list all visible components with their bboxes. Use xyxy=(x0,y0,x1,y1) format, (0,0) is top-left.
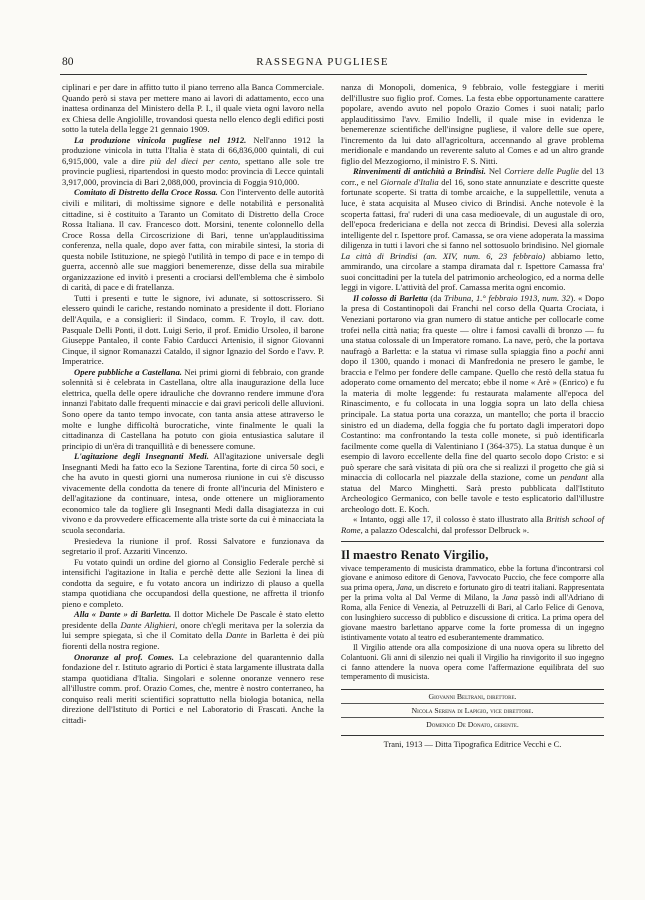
left-column xyxy=(62,82,324,725)
paragraph-croce-rossa-elezioni: Tutti i presenti e tutte le signore, ivi adunate, si sottoscrissero. Si elessero quindi le cariche, restando nominato a presidente il dott. Floriano dell'Aquila, e a consiglieri: il Sindaco, comm. F. Troylo, il cav. dott. Pasquale Delli Ponti, il dott. Luigi Serio, il prof. Emidio Ursoleo, il barone Giuseppe Pantaleo, il conte Fabio Carducci Artenisio, il signor Giovanni Cinque, il signor Romanazzi Cataldo, il signor Ignazio del Sordo e l'avv. P. Imperatrice. xyxy=(62,292,324,367)
article-title: Alla « Dante » di Barletta. xyxy=(74,609,172,620)
right-column xyxy=(341,82,604,751)
article-insegnanti-medi: L'agitazione degli Insegnanti Medi. All'agitazione universale degli Insegnanti Medi ha fatto eco la Sezione Tarentina, forte di circa 50 soci, e che ha avuto in questi giorni una numerosa riunione in cui s'è discusso vivacemente della condotta da tenere di fronte all'incuria del Ministero e dell'agitazione da continuare, intesa, onde ottenere un miglioramento economico tale da togliere gli Insegnanti Medi dalla disagiatezza in cui vivono e da provvedere efficacemente alla triste sorte da cui è minacciata la scuola secondaria. xyxy=(62,451,324,535)
article-title: La produzione vinicola pugliese nel 1912. xyxy=(74,134,247,145)
credit-director: Giovanni Beltrani, direttore. xyxy=(341,689,604,703)
paragraph-colosso-british-school: « Intanto, oggi alle 17, il colosso è stato illustrato alla British school of Rome, a palazzo Odescalchi, dal professor Delbruck ». xyxy=(341,514,604,535)
paragraph-monopoli: nanza di Monopoli, domenica, 9 febbraio, volle festeggiare i meriti dell'illustre suo figlio prof. Comes. La festa ebbe opportunamente carattere popolare, avendo avuto nel popolo Orazio Comes i suoi natali; parlo applauditissimo l'avv. Emilio Indelli, il quale mise in evidenza le benemerenze scientifiche dell'insigne pugliese, il valore delle sue opere, l'incremento da lui dato all'agricoltura, accennando al grave problema meridionale e mandando un reverente saluto al Comes e ad un altro grande figlio del Mezzogiorno, il ministro F. S. Nitti. xyxy=(341,82,604,166)
running-header xyxy=(0,56,645,70)
paragraph-insegnanti-odg: Fu votato quindi un ordine del giorno al Consiglio Federale perchè si intensifichi l'agitazione in Italia e perchè dette alle Sezioni la linea di condotta da seguire, e fu votato ancora un indirizzo di plauso a quella stampa quotidiana che occupandosi della questione, ne affretta il trionfo pieno e completo. xyxy=(62,556,324,609)
paragraph-insegnanti-riunione: Presiedeva la riunione il prof. Rossi Salvatore e funzionava da segretario il prof. Azzariti Vincenzo. xyxy=(62,535,324,557)
article-title: Onoranze al prof. Comes. xyxy=(74,651,174,662)
section-title-virgilio: Il maestro Renato Virgilio, xyxy=(341,547,489,562)
paragraph-virgilio-jana: vivace temperamento di musicista drammatico, ebbe la fortuna d'incontrarsi col giovane e animoso editore di Genova, l'avvocato Puccio, che fece comporre alla sua prima opera, Jana, un discreto e fortunato giro di teatri italiani. Rappresentata per la prima volta al Dal Verme di Milano, la Jana passò indi all'Adriano di Roma, alla Fenice di Venezia, al Petruzzelli di Bari, al Carlo Felice di Genova, con lusinghiero successo di pubblico e discussione di critica. La prima opera del giovane maestro barlettano apparve come la forte promessa di un ingegno istintivamente votato al teatro ed esuberantemente drammatico. xyxy=(341,563,604,642)
credit-manager: Domenico De Donato, gerente. xyxy=(341,717,604,731)
article-title: Comitato di Distretto della Croce Rossa. xyxy=(74,187,218,198)
section-rule xyxy=(341,541,604,542)
article-croce-rossa: Comitato di Distretto della Croce Rossa. Con l'intervento delle autorità civili e militari, di moltissime signore e delle notabilità e personalità cittadine, si è costituito a Taranto un Comitato di Distretto della Croce Rossa Italiana. Il cav. Francesco dott. Morsini, tenente colonnello della Croce Rossa della Circoscrizione di Bari, tenne un'applauditissima conferenza, nella quale, dopo aver fatta, con mirabile sintesi, la storia di questa nobile Istituzione, ne spiegò l'utilità in tempo di pace e in tempo di guerra, accennò alle sue maggiori benemerenze, disse della sua mirabile organizzazione ed invitò i presenti a crociarsi dell'emblema che è simbolo di carità, di pace e di fratellanza. xyxy=(62,187,324,293)
article-title: Opere pubbliche a Castellana. xyxy=(74,366,182,377)
page-number: 80 xyxy=(62,56,74,68)
running-title: RASSEGNA PUGLIESE xyxy=(256,56,389,68)
printer-imprint: Trani, 1913 — Ditta Tipografica Editrice Vecchi e C. xyxy=(341,735,604,751)
article-title: Rinvenimenti di antichità a Brindisi. xyxy=(353,166,486,177)
article-colosso-barletta: Il colosso di Barletta (da Tribuna, 1.° febbraio 1913, num. 32). « Dopo la presa di Costantinopoli dai Franchi nel corso della Quarta Crociata, i Veneziani portarono via gran numero di statue antiche per collocarle come trofei nella città natia; fra queste — oltre i famosi cavalli di bronzo — fu una statua colossale di un Imperatore romano. La nave, però, che la portava naufragò a Barletta: e la statua vi rimase sulla spiaggia fino a pochi anni dopo il 1300, quando i monaci di Manfredonia ne presero le gambe, le braccia e l'elmo per fondere delle campane. Quello che restò della statua fu adoperato come ornamento del mercato; ebbe il nome « Arè » (Enrico) e fu la materia di molte leggende: fu restaurata malamente all'epoca del Rinascimento, e fu collocata in una loggia sopra un lato della chiesa principale. La statua porta una corazza, un mantello; che porta il braccio sinistro ed un diadema, della foggia che fu portato dagli imperatori dopo Costantino: ma confrontando la testa colle monete, si può identificarla facilmente come quella di Valentiniano I (364-375). La statua dunque è un esempio di lavoro eccellente della fine del quarto secolo dopo Cristo: e si può sperare che sarà visitata di più ora che si realizzi il progetto che già si minaccia di collocarla nel piazzale della stazione, come un pendant alla statua del Marco Minghetti. Sarà presto pubblicata dall'Istituto Archeologico Germanico, con belle tavole e testo esplicatorio dall'illustre archeologo dott. E. Koch. xyxy=(341,292,605,514)
article-title: Il colosso di Barletta xyxy=(353,292,428,303)
article-title: L'agitazione degli Insegnanti Medi. xyxy=(74,451,209,462)
section-virgilio-body xyxy=(341,564,604,683)
paragraph-angiolille: ciplinari e per dare in affitto tutto il piano terreno alla Banca Commerciale. Quando però si stava per mettere mano ai lavori di adattamento, ecco una inattesa ordinanza del Ministero della P. I., il quale vieta ogni lavoro nella ex Chiesa delle Angiolille, trovandosi questa nello elenco degli edifici posti sotto la tutela della legge 21 gennaio 1909. xyxy=(62,82,324,135)
credit-vice-director: Nicola Serena di Lapigio, vice direttore. xyxy=(341,703,604,717)
paragraph-virgilio-nuova-opera: Il Virgilio attende ora alla composizione di una nuova opera su libretto del Colantuoni. Gli anni di silenzio nei quali il Virgilio ha rinvigorito il suo ingegno ci fanno attendere la nuova opera come l'affermazione equilibrata del suo temperamento di musicista. xyxy=(341,642,604,682)
article-onoranze-comes: Onoranze al prof. Comes. La celebrazione del quarantennio dalla fondazione del r. Istituto agrario di Portici è stata largamente illustrata dalla stampa quotidiana d'Italia. Singolari e solenne onoranze vennero rese all'illustre comm. prof. Orazio Comes, che, mentre è nostro conterraneo, ha conquiso reali meriti scientifici soprattutto nella biologia botanica, nella direzione dell'Istituto di Portici e nel Laboratorio di Frascati. Anche la cittadi- xyxy=(62,651,324,725)
article-brindisi: Rinvenimenti di antichità a Brindisi. Nel Corriere delle Puglie del 13 corr., e nel Giornale d'Italia del 16, sono state annunziate e descritte queste fortunate scoperte. Si tratta di tombe arcaiche, e la suppellettile, venuta a luce, è stata acquisita al Museo civico di Brindisi. Anche notevole è la scoperta fattasi, fra' ruderi di una casa medioevale, di un augustale di oro, dell'epoca fredericiana e della not zecca di Brindisi. Devesi alla solerzia intelligente del r. Ispettore prof. Camassa, se ora viene adoperata la massima diligenza in tutti i lavori che si fanno nel sottosuolo brindisino. Nel giornale La città di Brindisi (an. XIV, num. 6, 23 febbraio) abbiamo letto, ammirando, una circolare a stampa diramata dal r. Ispettore Camassa fra' suoi concittadini per la tutela del patrimonio archeologico, ed a norma delle leggi in vigore. L'attività del prof. Camassa merita ogni encomio. xyxy=(341,166,605,293)
article-castellana: Opere pubbliche a Castellana. Nei primi giorni di febbraio, con grande solennità si è celebrata in Castellana, oltre alla inaugurazione della luce elettrica, quella delle opere idrauliche che dovranno rendere immune d'ora innanzi l'abitato dalle frequenti minaccie e dai gravi pericoli delle alluvioni. Sono opere da tanto tempo invocate, con tanta ansia attese attraverso le molte e lunghe difficoltà burocratiche, vinte finalmente le quali la cittadinanza di Castellana ha potuto con gioia entusiastica salutare il principio di un'èra di tranquillità e di benessere comune. xyxy=(62,366,324,451)
header-rule xyxy=(60,74,587,75)
article-produzione-vinicola: La produzione vinicola pugliese nel 1912. Nell'anno 1912 la produzione vinicola in tutta l'Italia è stata di 66,836,000 quintali, di cui 6,915,000, vale a dire più del dieci per cento, spettano alle sole tre provincie pugliesi, ripartendosi in questo modo: provincia di Lecce quintali 3,917,000, provincia di Bari 2,088,000, provincia di Foggia 910,000. xyxy=(62,134,324,187)
article-dante-barletta: Alla « Dante » di Barletta. Il dottor Michele De Pascale è stato eletto presidente della Dante Alighieri, onore ch'egli meritava per la solerzia da lui sempre spiegata, sì che il Comitato della Dante in Barletta è dei più fiorenti della nostra regione. xyxy=(62,609,324,651)
